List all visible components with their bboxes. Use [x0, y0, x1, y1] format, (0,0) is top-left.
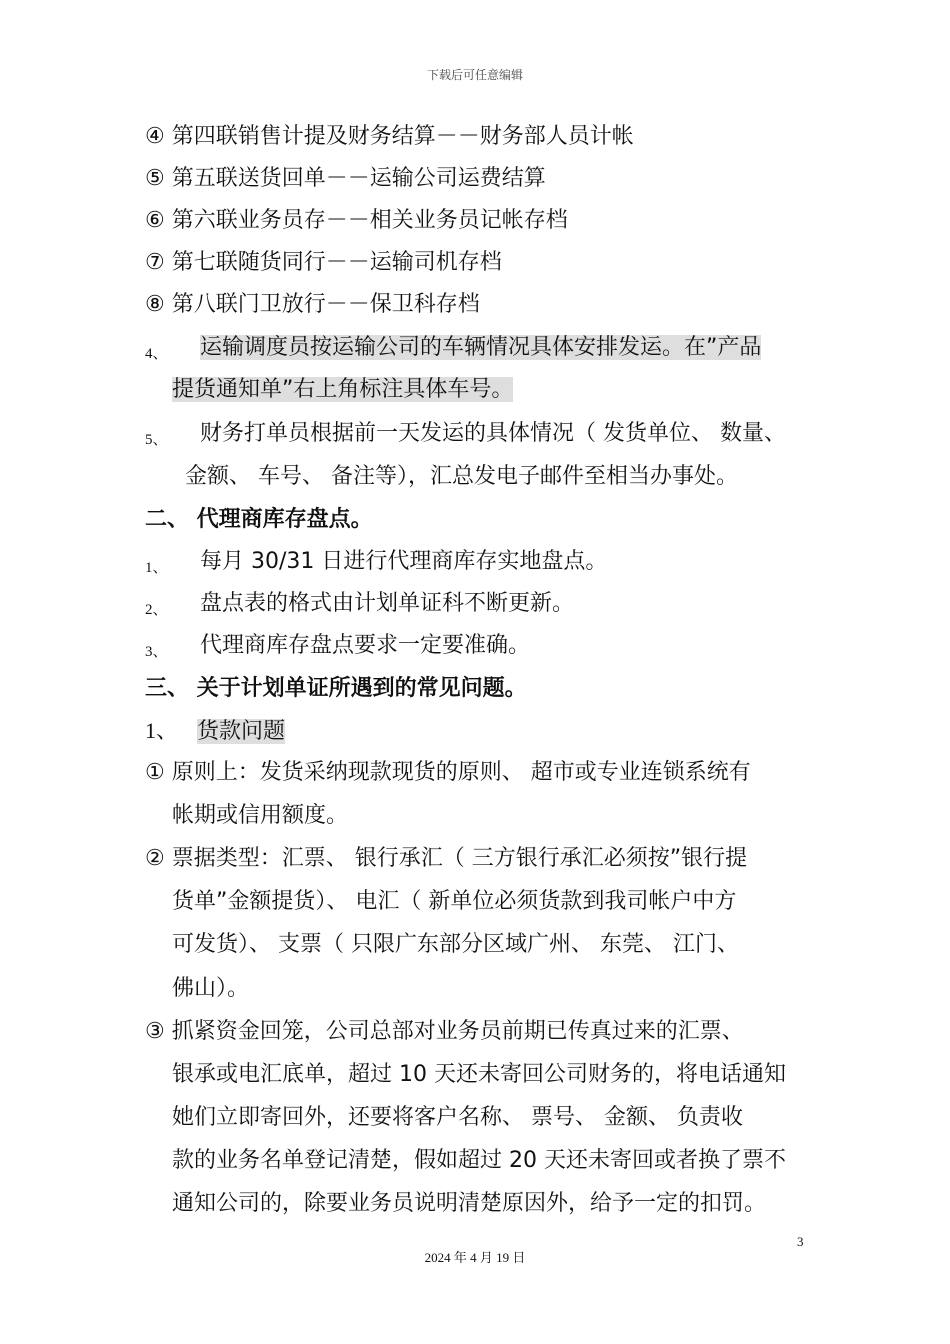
item-text: 原则上：发货采纳现款现货的原则、 超市或专业连锁系统有 — [171, 760, 751, 785]
paragraph-line: 佛山）。 — [172, 976, 250, 1001]
item-text: 第四联销售计提及财务结算－－财务部人员计帐 — [171, 124, 634, 149]
item-text: 第六联业务员存－－相关业务员记帐存档 — [171, 208, 568, 233]
page-header: 下载后可任意编辑 — [426, 68, 523, 82]
list-number: 3、 — [145, 644, 168, 660]
circled-item — [145, 758, 751, 788]
circled-item — [145, 844, 747, 874]
item-text: 第五联送货回单－－运输公司运费结算 — [171, 166, 546, 191]
item-marker: ⑤ — [145, 166, 165, 191]
paragraph-line: 通知公司的，除要业务员说明清楚原因外，给予一定的扣罚。 — [172, 1191, 767, 1216]
item-marker: ⑧ — [145, 292, 165, 317]
paragraph-line: 财务打单员根据前一天发运的具体情况（ 发货单位、 数量、 — [200, 421, 786, 446]
paragraph-line: 银承或电汇底单，超过 10 天还未寄回公司财务的，将电话通知 — [172, 1062, 786, 1087]
list-number: 1、 — [145, 718, 179, 743]
list-item — [145, 206, 568, 236]
item-marker: ④ — [145, 124, 165, 149]
paragraph-line — [172, 375, 513, 405]
sub-heading — [145, 716, 285, 747]
paragraph-line: 款的业务名单登记清楚，假如超过 20 天还未寄回或者换了票不 — [172, 1148, 786, 1173]
item-text: 第八联门卫放行－－保卫科存档 — [171, 292, 480, 317]
item-text: 第七联随货同行－－运输司机存档 — [171, 250, 502, 275]
paragraph-line: 她们立即寄回外，还要将客户名称、 票号、 金额、 负责收 — [172, 1105, 743, 1130]
item-marker: ⑦ — [145, 250, 165, 275]
section-heading: 三、 关于计划单证所遇到的常见问题。 — [145, 676, 527, 701]
highlighted-text: 货款问题 — [197, 719, 286, 744]
paragraph-line: 货单”金额提货）、 电汇（ 新单位必须货款到我司帐户中方 — [172, 889, 737, 914]
list-item — [145, 164, 546, 194]
item-text: 抓紧资金回笼，公司总部对业务员前期已传真过来的汇票、 — [171, 1019, 744, 1044]
list-item — [145, 290, 480, 320]
section-heading: 二、 代理商库存盘点。 — [145, 507, 373, 532]
item-marker: ① — [145, 760, 165, 785]
list-number: 1、 — [145, 560, 168, 576]
item-marker: ② — [145, 846, 165, 871]
item-text: 票据类型：汇票、 银行承汇（ 三方银行承汇必须按”银行提 — [171, 846, 748, 871]
highlighted-text: 提货通知单”右上角标注具体车号。 — [172, 377, 514, 402]
paragraph-number: 5、 — [145, 432, 168, 448]
list-text: 代理商库存盘点要求一定要准确。 — [200, 633, 531, 658]
list-number: 2、 — [145, 602, 168, 618]
list-text: 每月 30/31 日进行代理商库存实地盘点。 — [200, 549, 608, 574]
page-footer-date: 2024 年 4 月 19 日 — [424, 1250, 526, 1265]
list-text: 盘点表的格式由计划单证科不断更新。 — [200, 591, 575, 616]
page-number: 3 — [797, 1234, 804, 1249]
item-marker: ⑥ — [145, 208, 165, 233]
paragraph-line: 可发货）、 支票（ 只限广东部分区域广州、 东莞、 江门、 — [172, 932, 739, 957]
item-marker: ③ — [145, 1019, 165, 1044]
list-item — [145, 248, 502, 278]
circled-item — [145, 1017, 744, 1047]
paragraph-number: 4、 — [145, 346, 168, 362]
paragraph-line — [200, 333, 761, 363]
list-item — [145, 122, 634, 152]
highlighted-text: 运输调度员按运输公司的车辆情况具体安排发运。在”产品 — [200, 335, 762, 360]
paragraph-line: 金额、 车号、 备注等），汇总发电子邮件至相当办事处。 — [185, 464, 738, 489]
paragraph-line: 帐期或信用额度。 — [172, 803, 349, 828]
